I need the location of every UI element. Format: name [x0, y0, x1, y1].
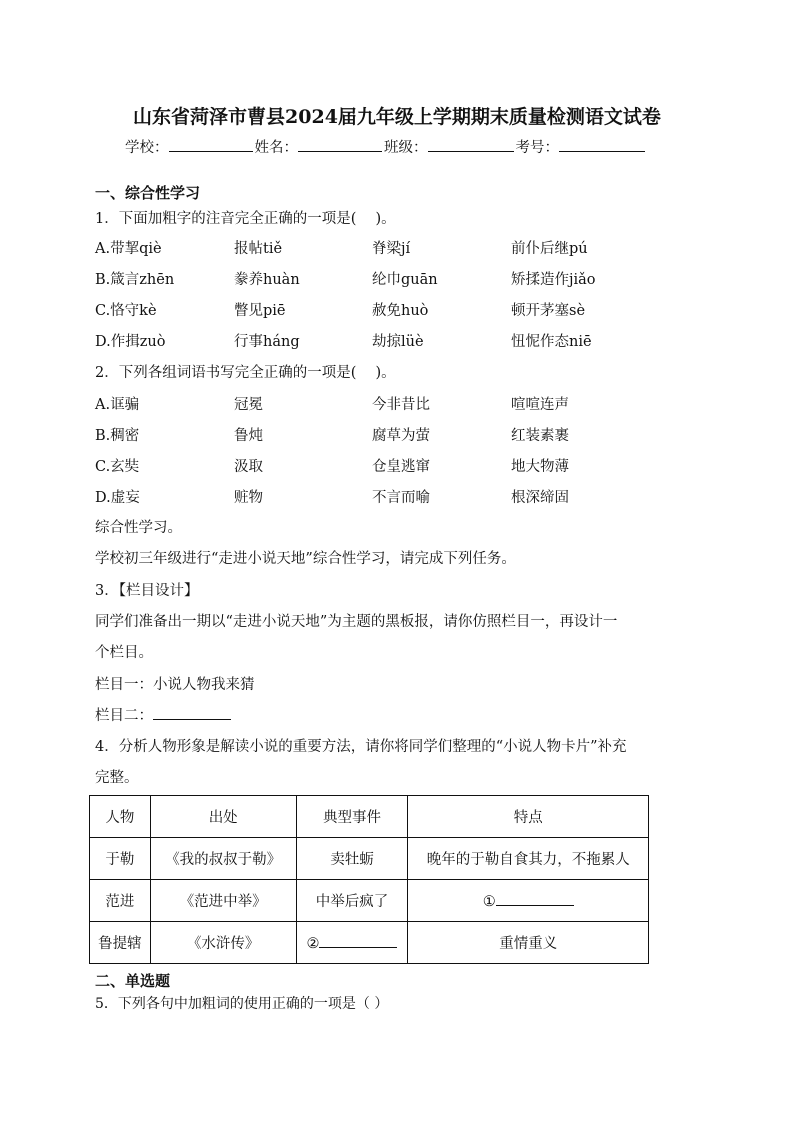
- table-header-cell: 特点: [408, 796, 649, 838]
- table-cell: 鲁提辖: [90, 922, 151, 964]
- intro-text: 学校初三年级进行“走进小说天地”综合性学习，请完成下列任务。: [95, 551, 516, 567]
- q2-option: 不言而喻: [372, 490, 430, 506]
- question-3-text: 同学们准备出一期以“走进小说天地”为主题的黑板报，请你仿照栏目一，再设计一: [95, 614, 618, 630]
- q1-option: 脊梁jí: [372, 241, 411, 257]
- q2-option: B.稠密: [95, 428, 140, 444]
- q2-option: 今非昔比: [372, 397, 430, 413]
- q1-option: 赦免huò: [372, 303, 429, 319]
- q1-option: A.带挈qiè: [95, 241, 162, 257]
- table-cell: 重情重义: [408, 922, 649, 964]
- question-3-text: 个栏目。: [95, 645, 153, 661]
- q1-option: B.箴言zhēn: [95, 272, 175, 288]
- q1-option: 忸怩作态niē: [511, 334, 592, 350]
- student-info-line: [125, 136, 647, 157]
- q2-option: 冠冕: [234, 397, 263, 413]
- question-3-stem: 3．【栏目设计】: [95, 583, 199, 599]
- number-label: 考号：: [515, 140, 559, 156]
- q1-option: C.恪守kè: [95, 303, 157, 319]
- question-4-stem-cont: 完整。: [95, 770, 139, 786]
- table-cell: 《我的叔叔于勒》: [150, 838, 296, 880]
- q2-option: 仓皇逃窜: [372, 459, 430, 475]
- section-heading-2: 二、单选题: [95, 972, 171, 990]
- intro-heading: 综合性学习。: [95, 520, 182, 536]
- table-cell: 中举后疯了: [296, 880, 408, 922]
- answer-marker-1: ①: [482, 894, 496, 910]
- class-field[interactable]: [428, 137, 514, 152]
- answer-field-2[interactable]: [319, 933, 397, 948]
- q2-option: D.虚妄: [95, 490, 140, 506]
- question-4-stem: 4．分析人物形象是解读小说的重要方法，请你将同学们整理的“小说人物卡片”补充: [95, 739, 627, 755]
- q2-option: 根深缔固: [511, 490, 569, 506]
- q1-option: 瞥见piē: [234, 303, 286, 319]
- table-cell: 范进: [90, 880, 151, 922]
- answer-field-1[interactable]: [496, 891, 574, 906]
- answer-marker-2: ②: [306, 936, 320, 952]
- page-title: 山东省菏泽市曹县2024届九年级上学期期末质量检测语文试卷: [133, 106, 661, 128]
- school-field[interactable]: [169, 137, 253, 152]
- school-label: 学校：: [125, 140, 169, 156]
- number-field[interactable]: [559, 137, 645, 152]
- table-header-cell: 人物: [90, 796, 151, 838]
- table-row: [90, 922, 649, 964]
- q2-option: 红装素裹: [511, 428, 569, 444]
- q1-option: 顿开茅塞sè: [511, 303, 586, 319]
- name-field[interactable]: [298, 137, 382, 152]
- table-row: [90, 838, 649, 880]
- table-cell: 于勒: [90, 838, 151, 880]
- q2-option: 地大物薄: [511, 459, 569, 475]
- name-label: 姓名：: [254, 140, 298, 156]
- q2-option: 赃物: [234, 490, 263, 506]
- table-header-cell: 出处: [150, 796, 296, 838]
- question-5-stem: 5．下列各句中加粗词的使用正确的一项是（ ）: [95, 996, 389, 1012]
- q1-option: 报帖tiě: [234, 241, 283, 257]
- question-2-stem: 2．下列各组词语书写完全正确的一项是( )。: [95, 365, 396, 381]
- column-two-line: [95, 704, 233, 725]
- table-cell: 晚年的于勒自食其力，不拖累人: [408, 838, 649, 880]
- q2-option: 喧喧连声: [511, 397, 569, 413]
- table-cell-answer: [296, 922, 408, 964]
- table-header-cell: 典型事件: [296, 796, 408, 838]
- q2-option: 腐草为萤: [372, 428, 430, 444]
- column-two-label: 栏目二：: [95, 708, 153, 724]
- q2-option: C.玄奘: [95, 459, 140, 475]
- q1-option: D.作揖zuò: [95, 334, 166, 350]
- q1-option: 劫掠lüè: [372, 334, 424, 350]
- table-cell-answer: [408, 880, 649, 922]
- table-header-row: [90, 796, 649, 838]
- q1-option: 行事háng: [234, 334, 300, 350]
- q2-option: 鲁炖: [234, 428, 263, 444]
- q1-option: 纶巾guān: [372, 272, 438, 288]
- q1-option: 矫揉造作jiǎo: [511, 272, 596, 288]
- table-cell: 《水浒传》: [150, 922, 296, 964]
- table-cell: 卖牡蛎: [296, 838, 408, 880]
- q1-option: 前仆后继pú: [511, 241, 588, 257]
- question-1-stem: 1．下面加粗字的注音完全正确的一项是( )。: [95, 211, 396, 227]
- q1-option: 豢养huàn: [234, 272, 300, 288]
- q2-option: 汲取: [234, 459, 263, 475]
- class-label: 班级：: [384, 140, 428, 156]
- character-card-table: [89, 795, 649, 964]
- column-one-example: 栏目一：小说人物我来猜: [95, 677, 255, 693]
- q2-option: A.诓骗: [95, 397, 140, 413]
- table-row: [90, 880, 649, 922]
- column-two-answer-field[interactable]: [153, 705, 231, 720]
- section-heading-1: 一、综合性学习: [95, 184, 201, 202]
- table-cell: 《范进中举》: [150, 880, 296, 922]
